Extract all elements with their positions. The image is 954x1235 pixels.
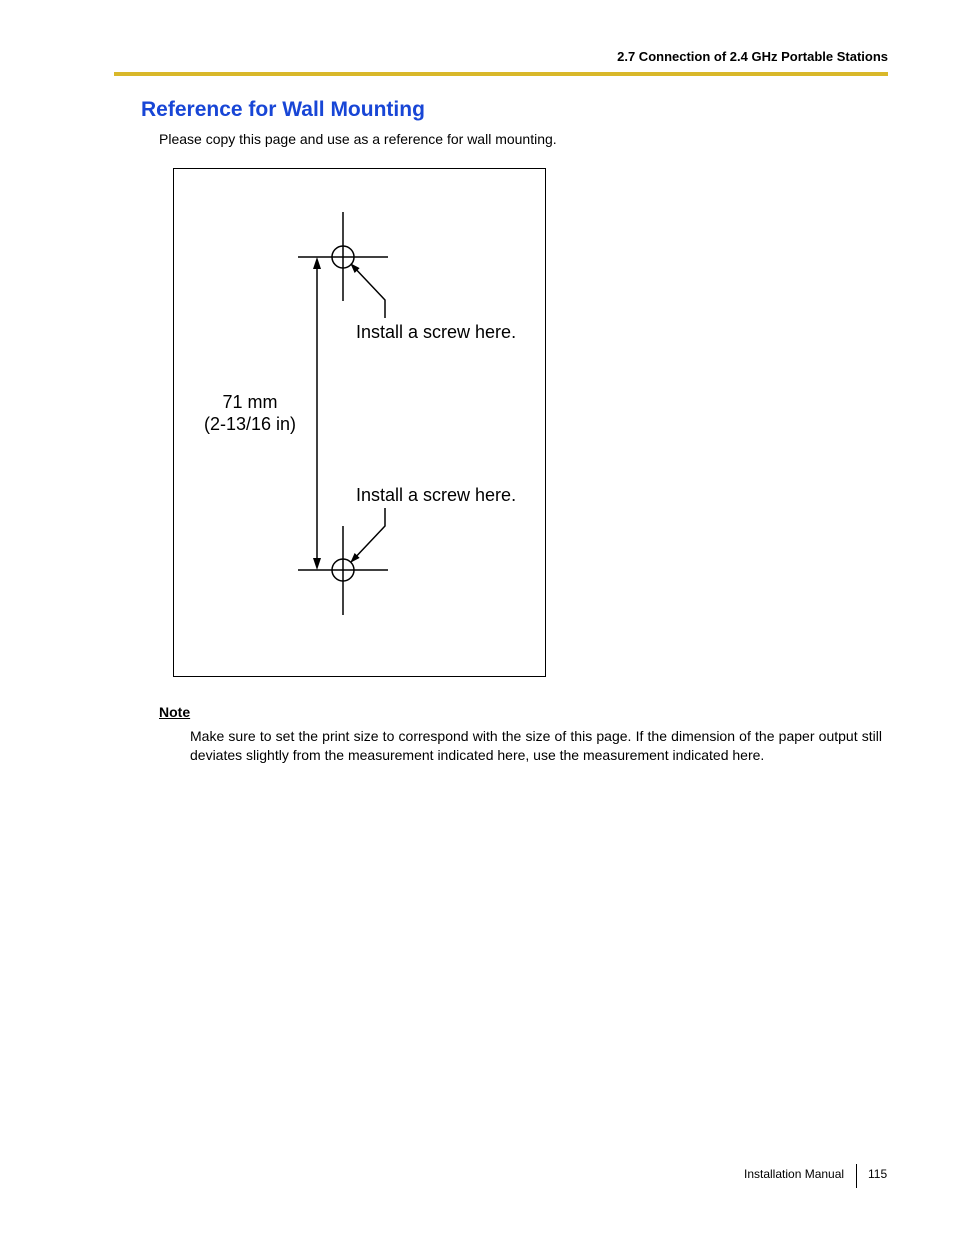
top-leader-line <box>351 264 385 318</box>
intro-text: Please copy this page and use as a reference for wall mounting. <box>159 131 557 147</box>
section-header: 2.7 Connection of 2.4 GHz Portable Stations <box>617 49 888 64</box>
note-heading: Note <box>159 704 191 720</box>
header-rule <box>114 72 888 76</box>
footer-separator <box>856 1164 857 1188</box>
screw-label-bottom: Install a screw here. <box>356 485 517 505</box>
bottom-leader-line <box>351 508 385 562</box>
dimension-mm: 71 mm <box>222 392 278 412</box>
bottom-screw-crosshair <box>298 526 388 615</box>
dimension-in: (2-13/16 in) <box>203 414 297 434</box>
top-screw-crosshair <box>298 212 388 301</box>
note-text: Make sure to set the print size to correspond with the size of this page. If the dimension of the paper output still deviates slightly from the measurement indicated here, use the measurement indicated here. <box>190 728 882 763</box>
page-number: 115 <box>868 1167 888 1181</box>
page-title: Reference for Wall Mounting <box>141 98 425 121</box>
dimension-label <box>195 391 305 435</box>
screw-label-top: Install a screw here. <box>356 322 517 342</box>
footer-label: Installation Manual <box>744 1167 845 1181</box>
dimension-arrow <box>313 257 321 570</box>
